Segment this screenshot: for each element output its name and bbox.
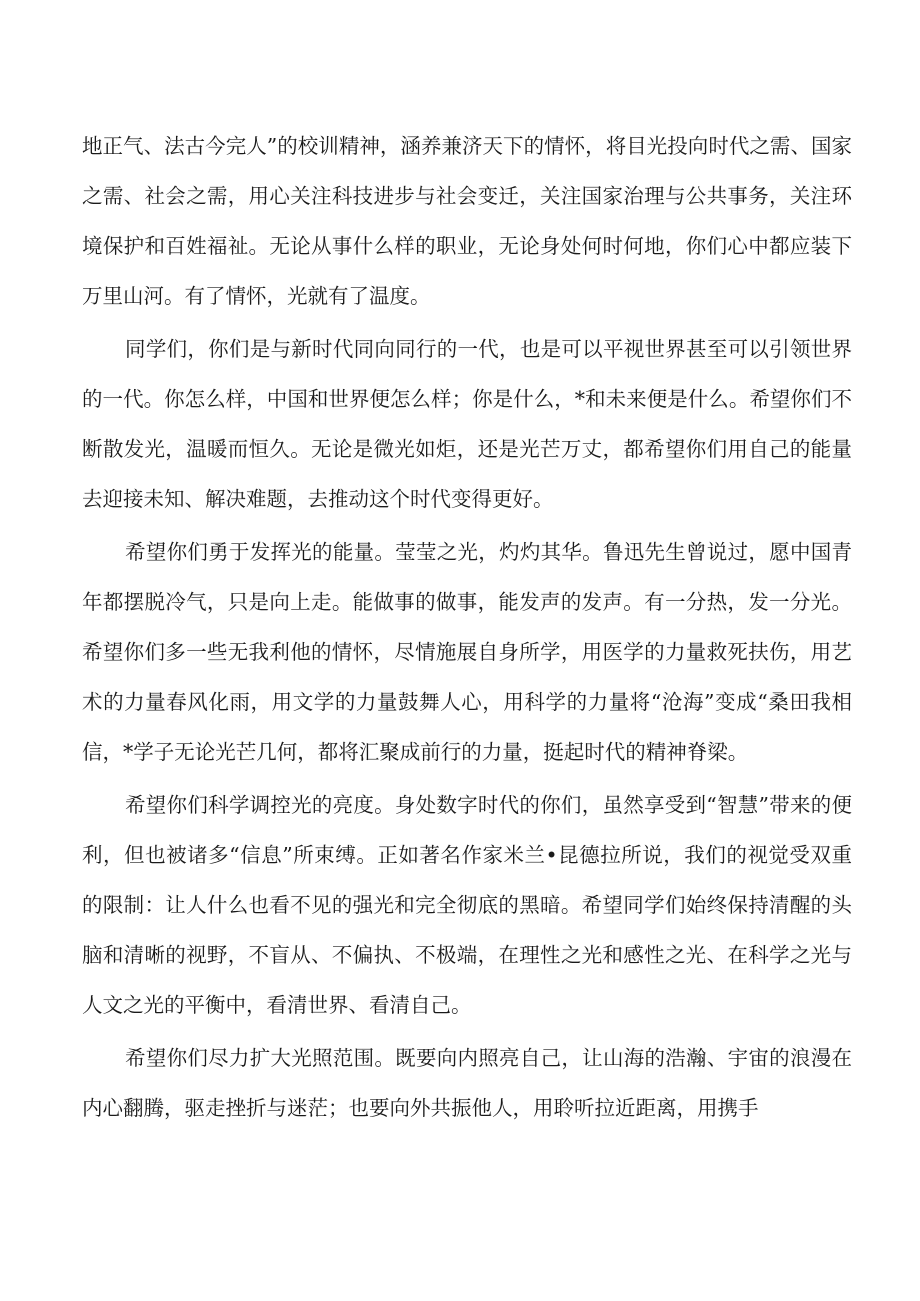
body-text [82, 121, 852, 1136]
paragraph-light-energy: 希望你们勇于发挥光的能量。莹莹之光，灼灼其华。鲁迅先生曾说过，愿中国青年都摆脱冷气，只是向上走。能做事的做事，能发声的发声。有一分热，发一分光。希望你们多一些无我利他的情怀，尽情施展自身所学，用医学的力量救死扶伤，用艺术的力量春风化雨，用文学的力量鼓舞人心，用科学的力量将“沧海”变成“桑田我相信，*学子无论光芒几何，都将汇聚成前行的力量，挺起时代的精神脊梁。 [82, 540, 852, 764]
paragraph-continuation: 地正气、法古今完人”的校训精神，涵养兼济天下的情怀，将目光投向时代之需、国家之需、社会之需，用心关注科技进步与社会变迁，关注国家治理与公共事务，关注环境保护和百姓福祉。无论从事什么样的职业，无论身处何时何地，你们心中都应装下万里山河。有了情怀，光就有了温度。 [82, 134, 852, 308]
paragraph-light-range: 希望你们尽力扩大光照范围。既要向内照亮自己，让山海的浩瀚、宇宙的浪漫在内心翻腾，驱走挫折与迷茫；也要向外共振他人，用聆听拉近距离，用携手 [82, 1046, 852, 1120]
paragraph-new-era: 同学们，你们是与新时代同向同行的一代，也是可以平视世界甚至可以引领世界的一代。你怎么样，中国和世界便怎么样；你是什么，*和未来便是什么。希望你们不断散发光，温暖而恒久。无论是微光如炬，还是光芒万丈，都希望你们用自己的能量去迎接未知、解决难题，去推动这个时代变得更好。 [82, 337, 852, 511]
paragraph-light-brightness: 希望你们科学调控光的亮度。身处数字时代的你们，虽然享受到“智慧”带来的便利，但也被诸多“信息”所束缚。正如著名作家米兰•昆德拉所说，我们的视觉受双重的限制：让人什么也看不见的强光和完全彻底的黑暗。希望同学们始终保持清醒的头脑和清晰的视野，不盲从、不偏执、不极端，在理性之光和感性之光、在科学之光与人文之光的平衡中，看清世界、看清自己。 [82, 793, 852, 1017]
